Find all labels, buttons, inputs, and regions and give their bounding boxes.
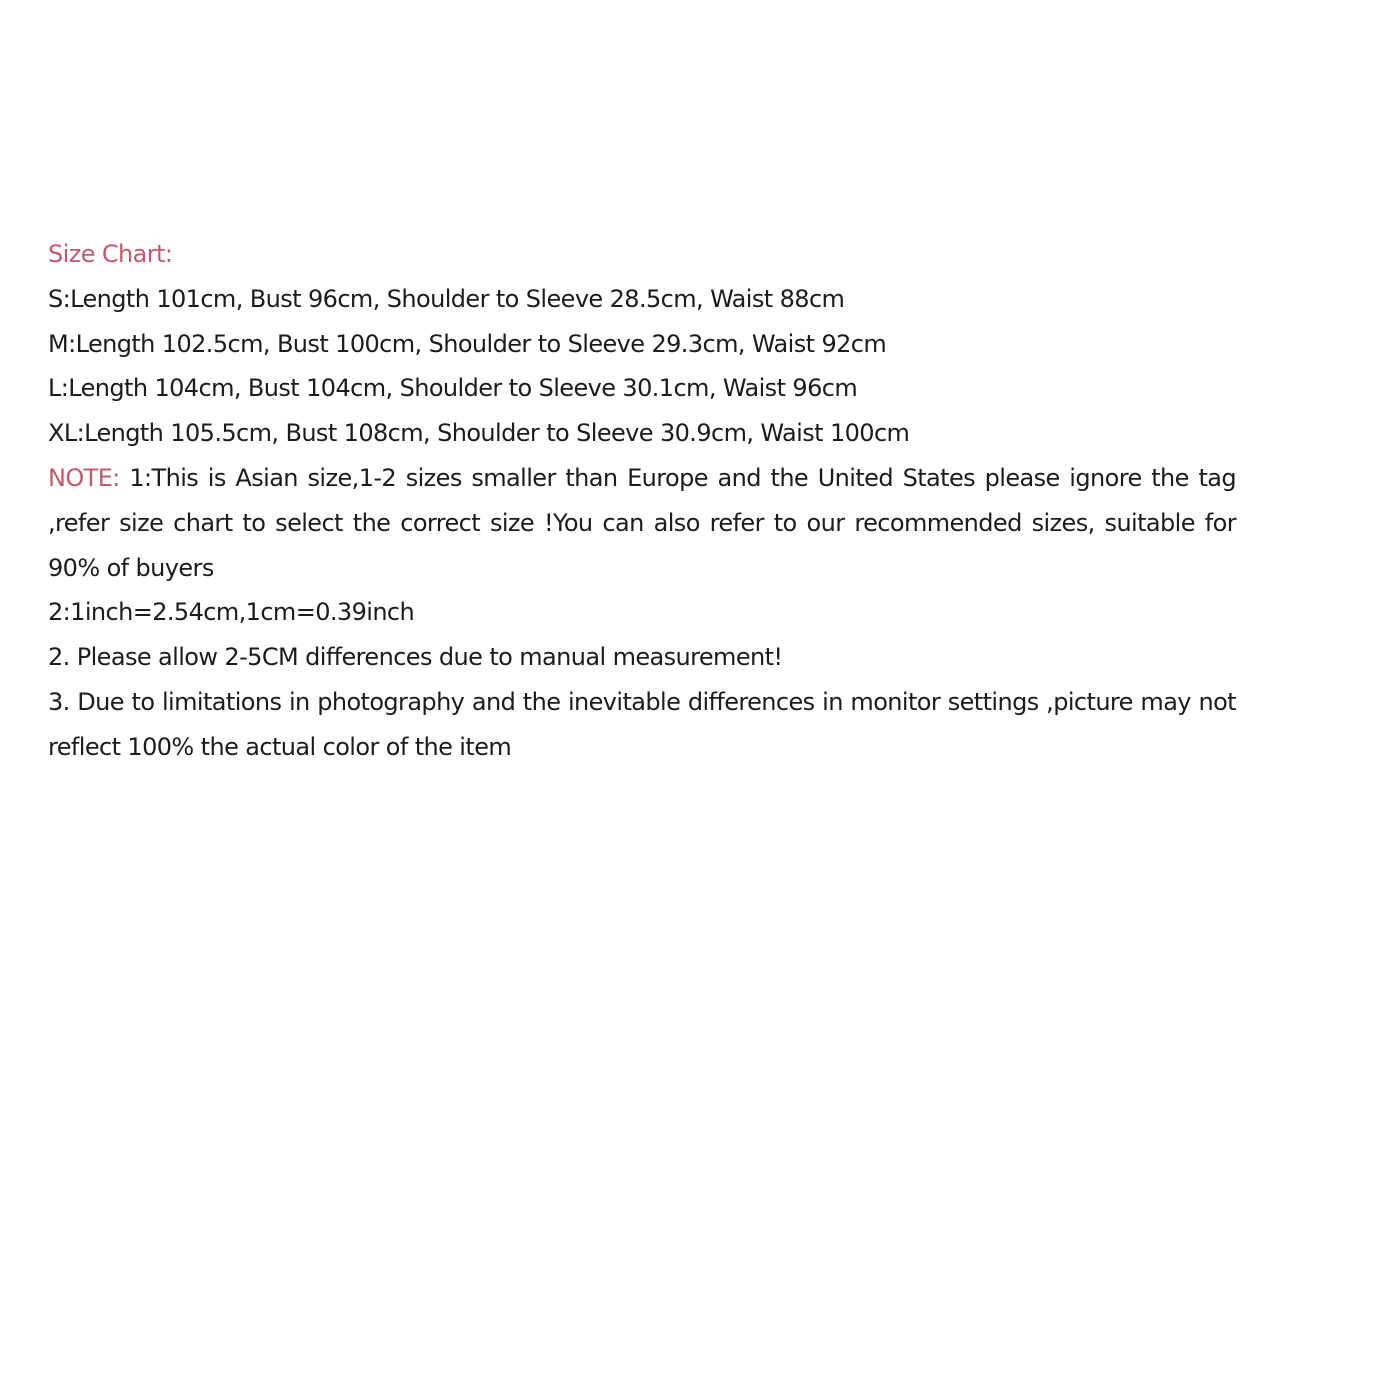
- note-label: NOTE:: [48, 463, 120, 492]
- note-1: [48, 456, 1236, 590]
- size-chart-document: [48, 232, 1236, 770]
- size-row-xl: XL:Length 105.5cm, Bust 108cm, Shoulder to Sleeve 30.9cm, Waist 100cm: [48, 419, 910, 448]
- size-chart-title: Size Chart:: [48, 240, 173, 268]
- size-row-m: M:Length 102.5cm, Bust 100cm, Shoulder to Sleeve 29.3cm, Waist 92cm: [48, 329, 887, 358]
- size-row-s: S:Length 101cm, Bust 96cm, Shoulder to Sleeve 28.5cm, Waist 88cm: [48, 284, 845, 313]
- note-3: 2. Please allow 2-5CM differences due to manual measurement!: [48, 643, 783, 672]
- size-row-l: L:Length 104cm, Bust 104cm, Shoulder to Sleeve 30.1cm, Waist 96cm: [48, 374, 858, 403]
- note-4: 3. Due to limitations in photography and the inevitable differences in monitor settings ,picture may not reflect 100% the actual color of the item: [48, 687, 1236, 761]
- note-1-text: 1:This is Asian size,1-2 sizes smaller than Europe and the United States please ignore the tag ,refer size chart to select the correct size !You can also refer to our recommended sizes, suitable for 90% of buyers: [48, 463, 1236, 582]
- note-2: 2:1inch=2.54cm,1cm=0.39inch: [48, 598, 415, 627]
